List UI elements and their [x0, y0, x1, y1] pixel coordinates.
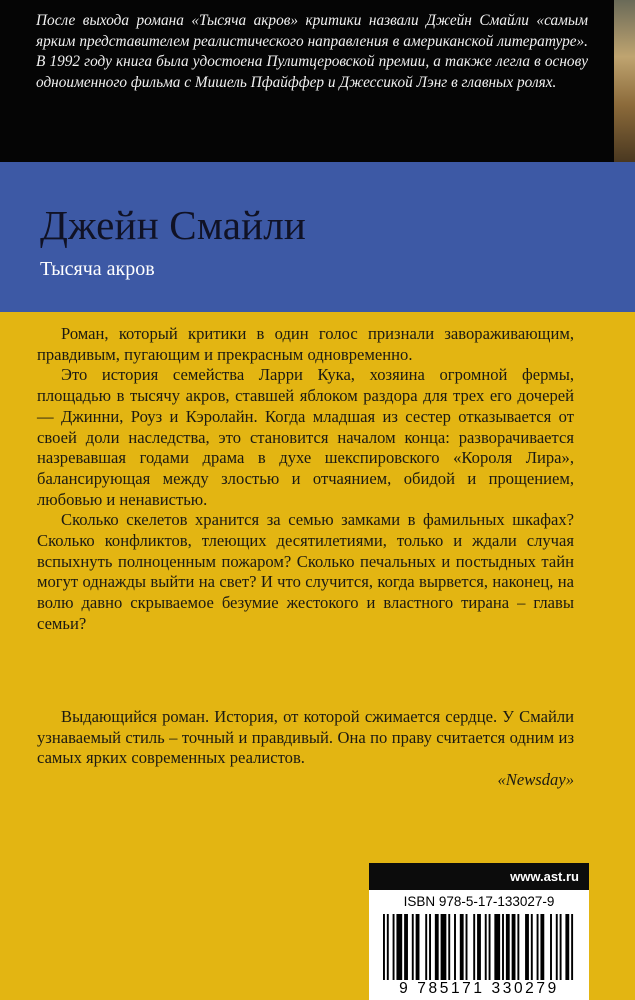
review-quote: Выдающийся роман. История, от которой сжимается сердце. У Смайли узнаваемый стиль – точный и правдивый. Она по праву считается одним из самых ярких современных реалистов.	[37, 707, 574, 768]
review-source: «Newsday»	[497, 770, 574, 789]
barcode-icon	[383, 914, 575, 980]
isbn-label: ISBN 978-5-17-133027-9	[403, 894, 555, 909]
cover-photo-strip	[614, 0, 635, 162]
synopsis-paragraph: Это история семейства Ларри Кука, хозяина огромной фермы, площадью в тысячу акров, ставшей яблоком раздора для трех его дочерей — Джинни, Роуз и Кэролайн. Когда младшая из сестер отказывается от своей доли наследства, это становится началом конца: разворачивается назревавшая годами драма в духе шекспировского «Короля Лира», балансирующая между злостью и отчаянием, обидой и прощением, любовью и ненавистью.	[37, 365, 574, 509]
synopsis	[37, 324, 574, 635]
book-title: Тысяча акров	[40, 258, 155, 280]
synopsis-paragraph: Сколько скелетов хранится за семью замками в фамильных шкафах? Сколько конфликтов, тлеющих десятилетиями, только и ждали случая вспыхнуть полноценным пожаром? Сколько печальных и постыдных тайн могут однажды выйти на свет? И что случится, когда вырвется, наконец, на волю давно скрываемое безумие жестокого и властного тирана – главы семьи?	[37, 510, 574, 633]
publisher-url: www.ast.ru	[369, 863, 589, 890]
synopsis-paragraph: Роман, который критики в один голос признали завораживающим, правдивым, пугающим и прекрасным одновременно.	[37, 324, 574, 364]
top-band	[0, 0, 635, 162]
barcode-block	[369, 863, 589, 1000]
author-name: Джейн Смайли	[40, 202, 307, 248]
barcode-digits: 9 785171 330279	[399, 980, 559, 997]
cover-blurb: После выхода романа «Тысяча акров» критики назвали Джейн Смайли «самым ярким представителем реалистического направления в американской литературе». В 1992 году книга была удостоена Пулитцеровской премии, а также легла в основу одноименного фильма с Мишель Пфайффер и Джессикой Лэнг в главных ролях.	[36, 12, 588, 91]
